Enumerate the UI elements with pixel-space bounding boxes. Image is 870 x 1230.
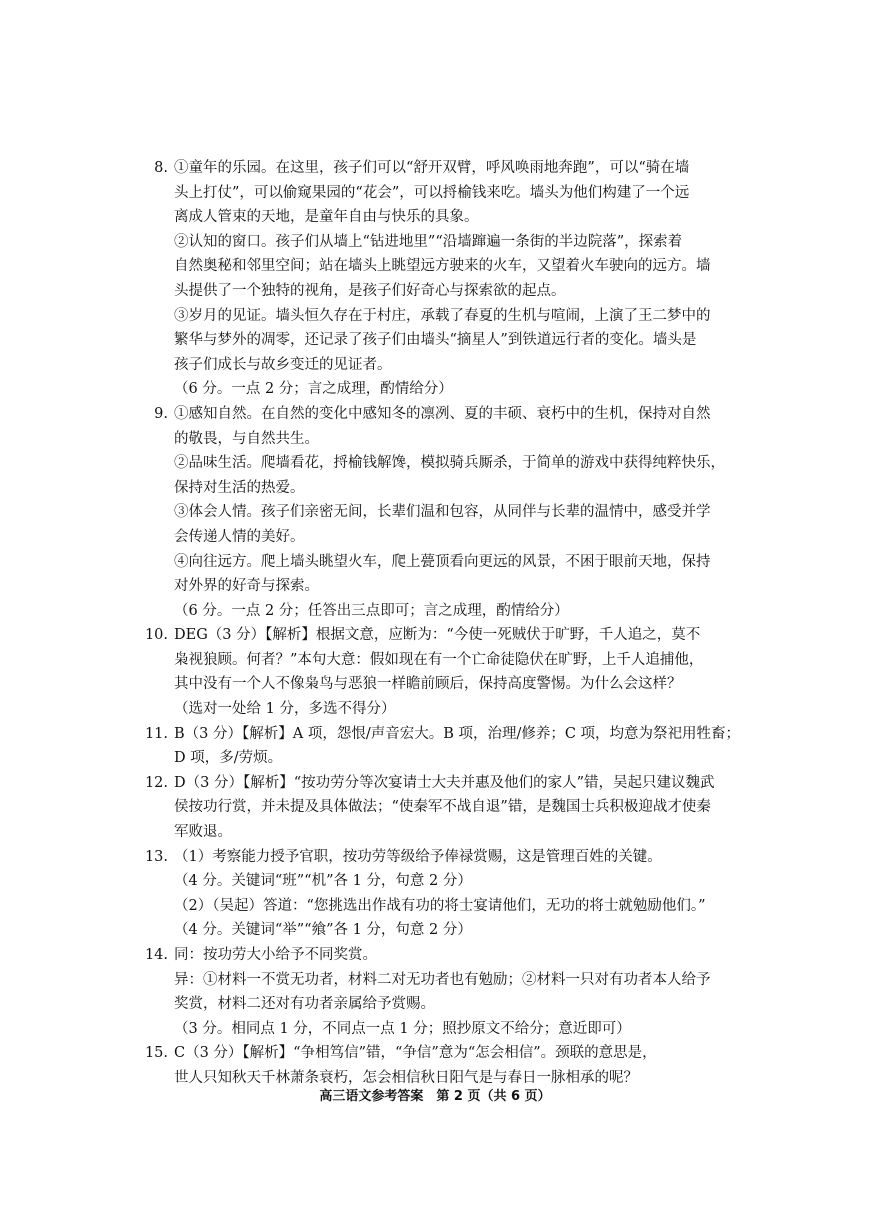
answer-line: （4 分。关键词“班”“机”各 1 分，句意 2 分） [174,873,472,890]
answer-line: 孩子们成长与故乡变迁的见证者。 [174,356,392,373]
answer-line: ②认知的窗口。孩子们从墙上“钻进地里”“沿墙蹿遍一条街的半边院落”，探索着 [174,233,683,250]
question-number: 14. [144,947,168,963]
answer-line: 奖赏，材料二还对有功者亲属给予赏赐。 [174,996,435,1013]
answer-body [174,156,740,402]
answer-line: 侯按功行赏，并未提及具体做法；“使秦军不战自退”错，是魏国士兵积极迎战才使秦 [174,799,711,816]
answer-line: （2）（吴起）答道：“您挑选出作战有功的将士宴请他们，无功的将士就勉励他们。” [174,897,706,914]
answer-line: D（3 分）【解析】“按功劳分等次宴请士大夫并惠及他们的家人”错，吴起只建议魏武 [174,774,715,791]
answer-line: 异：①材料一不赏无功者，材料二对无功者也有勉励；②材料一只对有功者本人给予 [174,971,711,988]
answer-line: （4 分。关键词“举”“飨”各 1 分，句意 2 分） [174,922,472,939]
answer-body [174,623,740,721]
question-number: 9. [154,405,168,422]
answer-line: （1）考察能力授予官职，按功劳等级给予俸禄赏赐，这是管理百姓的关键。 [174,848,662,865]
answer-line: （选对一处给 1 分，多选不得分） [174,701,396,718]
answer-item [140,1041,740,1090]
answer-line: ③体会人情。孩子们亲密无间，长辈们温和包容，从同伴与长辈的温情中，感受并学 [174,504,711,521]
answer-line: 枭视狼顾。何者？”本句大意：假如现在有一个亡命徒隐伏在旷野，上千人追捕他， [174,651,704,668]
answer-line: DEG（3 分）【解析】根据文意，应断为：“今使一死贼伏于旷野，千人追之，莫不 [174,627,701,644]
answer-line: 保持对生活的热爱。 [174,479,305,496]
question-number: 12. [144,774,168,791]
answer-item [140,943,740,1041]
answer-line: 同：按功劳大小给予不同奖赏。 [174,947,377,963]
answer-line: （6 分。一点 2 分；任答出三点即可；言之成理，酌情给分） [174,602,569,619]
answer-line: 离成人管束的天地，是童年自由与快乐的具象。 [174,209,479,226]
answer-item [140,722,740,771]
answer-line: 繁华与梦外的凋零，还记录了孩子们由墙头“摘星人”到铁道远行者的变化。墙头是 [174,332,697,349]
answer-line: 头提供了一个独特的视角，是孩子们好奇心与探索欲的起点。 [174,282,566,299]
answer-line: 对外界的好奇与探索。 [174,578,319,595]
answer-body [174,722,740,771]
question-number: 8. [154,160,168,176]
answer-line: ②品味生活。爬墙看花，捋榆钱解馋，模拟骑兵厮杀，于简单的游戏中获得纯粹快乐， [174,455,725,472]
answer-line: C（3 分）【解析】“争相笃信”错，“争信”意为“怎会相信”。颈联的意思是， [174,1045,657,1062]
answer-line: ④向往远方。爬上墙头眺望火车，爬上甍顶看向更远的风景，不困于眼前天地，保持 [174,553,711,570]
answer-line: ①童年的乐园。在这里，孩子们可以“舒开双臂，呼风唤雨地奔跑”，可以“骑在墙 [174,160,690,176]
answer-line: 会传递人情的美好。 [174,528,305,545]
page-footer: 高三语文参考答案 第 2 页（共 6 页） [319,1089,551,1104]
answer-list [140,156,740,1091]
answer-line: D 项，多/劳烦。 [174,750,283,767]
question-number: 15. [144,1045,168,1062]
question-number: 13. [144,848,168,865]
answer-line: 军败退。 [174,824,232,841]
answer-line: 其中没有一个人不像枭鸟与恶狼一样瞻前顾后，保持高度警惕。为什么会这样？ [174,676,682,693]
answer-body [174,771,740,845]
answer-line: （3 分。相同点 1 分，不同点一点 1 分；照抄原文不给分；意近即可） [174,1020,631,1037]
answer-item [140,845,740,943]
answer-line: 头上打仗”，可以偷窥果园的“花会”，可以捋榆钱来吃。墙头为他们构建了一个远 [174,184,690,201]
answer-line: 世人只知秋天千林萧条衰朽，怎会相信秋日阳气是与春日一脉相承的呢？ [174,1069,638,1086]
answer-body [174,402,740,623]
answer-body [174,943,740,1041]
question-number: 11. [144,725,168,742]
answer-line: B（3 分）【解析】A 项，怨恨/声音宏大。B 项，治理/修养；C 项，均意为祭祀用牲畜； [174,725,741,742]
answer-item [140,402,740,623]
answer-item [140,156,740,402]
answer-line: 的敬畏，与自然共生。 [174,430,319,447]
answer-line: ①感知自然。在自然的变化中感知冬的凛冽、夏的丰硕、衰朽中的生机，保持对自然 [174,405,711,422]
answer-item [140,771,740,845]
answer-line: ③岁月的见证。墙头恒久存在于村庄，承载了春夏的生机与喧闹，上演了王二梦中的 [174,307,711,324]
answer-item [140,623,740,721]
answer-line: 自然奥秘和邻里空间；站在墙头上眺望远方驶来的火车，又望着火车驶向的远方。墙 [174,258,711,275]
answer-body [174,845,740,943]
question-number: 10. [144,627,168,644]
answer-line: （6 分。一点 2 分；言之成理，酌情给分） [174,381,453,398]
answer-body [174,1041,740,1090]
